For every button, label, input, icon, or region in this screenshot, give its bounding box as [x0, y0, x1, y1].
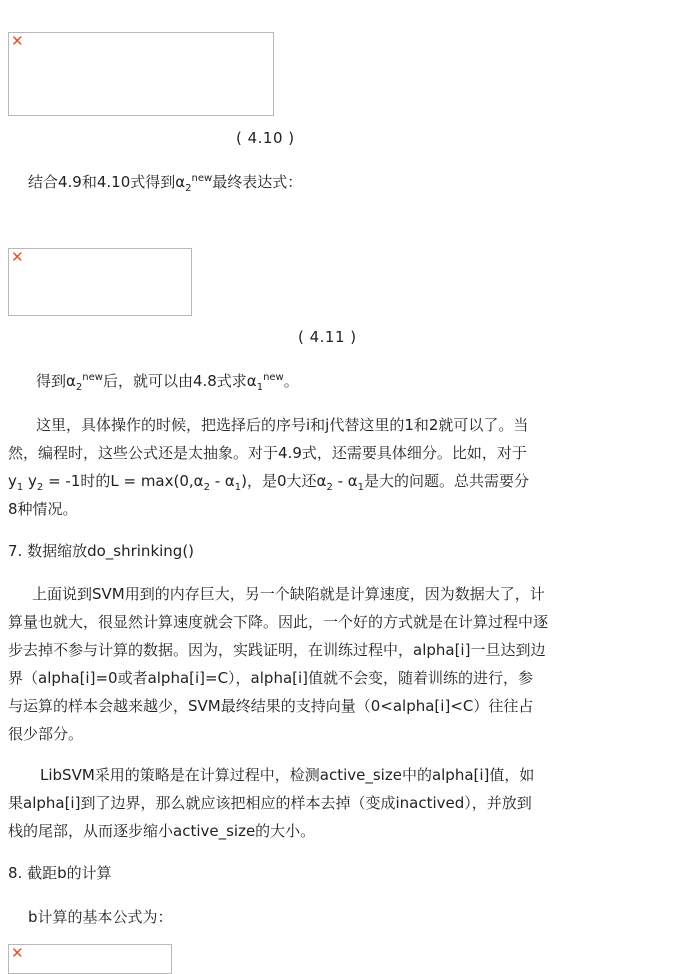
- broken-image-icon: ✕: [11, 32, 24, 50]
- paragraph-derive-alpha1: 得到$\alpha_2^{new}$后，就可以由4.8式求$\alpha_1^{new}$。: [36, 372, 299, 393]
- paragraph-details-line-2: 然，编程时，这些公式还是太抽象。对于4.9式，还需要具体细分。比如，对于: [8, 444, 527, 462]
- equation-label-4-11: ( 4.11 ): [298, 328, 357, 346]
- paragraph-shrinking-line-5: 与运算的样本会越来越少，SVM最终结果的支持向量（0<alpha[i]<C）往往占: [8, 697, 534, 715]
- paragraph-libsvm-line-1: LibSVM采用的策略是在计算过程中，检测active_size中的alpha[i]值，如: [40, 766, 535, 784]
- paragraph-libsvm-line-2: 果alpha[i]到了边界，那么就应该把相应的样本去掉（变成inactived），并放到: [8, 794, 532, 812]
- equation-label-4-10: ( 4.10 ): [236, 129, 295, 147]
- paragraph-libsvm-strategy: [8, 761, 588, 845]
- paragraph-b-formula: b计算的基本公式为：: [28, 908, 173, 926]
- broken-image-icon: ✕: [11, 248, 24, 266]
- broken-image-b-formula: [8, 944, 172, 974]
- broken-image-eq-411: [8, 248, 192, 316]
- paragraph-shrinking: [8, 580, 588, 748]
- paragraph-shrinking-line-4: 界（alpha[i]=0或者alpha[i]=C），alpha[i]值就不会变，随着训练的进行，参: [8, 669, 534, 687]
- paragraph-shrinking-line-2: 算量也就大，很显然计算速度就会下降。因此，一个好的方式就是在计算过程中逐: [8, 613, 549, 631]
- paragraph-libsvm-line-3: 栈的尾部，从而逐步缩小active_size的大小。: [8, 822, 316, 840]
- paragraph-shrinking-line-1: 上面说到SVM用到的内存巨大，另一个缺陷就是计算速度，因为数据大了，计: [32, 585, 545, 603]
- paragraph-details-line-1: 这里，具体操作的时候，把选择后的序号i和j代替这里的1和2就可以了。当: [36, 416, 529, 434]
- section-heading-7: 7. 数据缩放do_shrinking(): [8, 542, 195, 560]
- paragraph-shrinking-line-6: 很少部分。: [8, 725, 84, 743]
- paragraph-details-line-3: $y_1$ $y_2 = -1$时的$L = \max(0,\alpha_2 - \alpha_1)$，是0大还$\alpha_2 - \alpha_1$是大的问题。总共需要分: [8, 472, 530, 493]
- paragraph-details-line-4: 8种情况。: [8, 500, 78, 518]
- paragraph-shrinking-line-3: 步去掉不参与计算的数据。因为，实践证明，在训练过程中，alpha[i]一旦达到边: [8, 641, 546, 659]
- paragraph-combine: 结合4.9和4.10式得到$\alpha_2^{new}$最终表达式：: [28, 173, 303, 194]
- paragraph-details: [8, 411, 588, 523]
- broken-image-eq-410: [8, 32, 274, 116]
- broken-image-icon: ✕: [11, 944, 24, 962]
- section-heading-8: 8. 截距b的计算: [8, 864, 112, 882]
